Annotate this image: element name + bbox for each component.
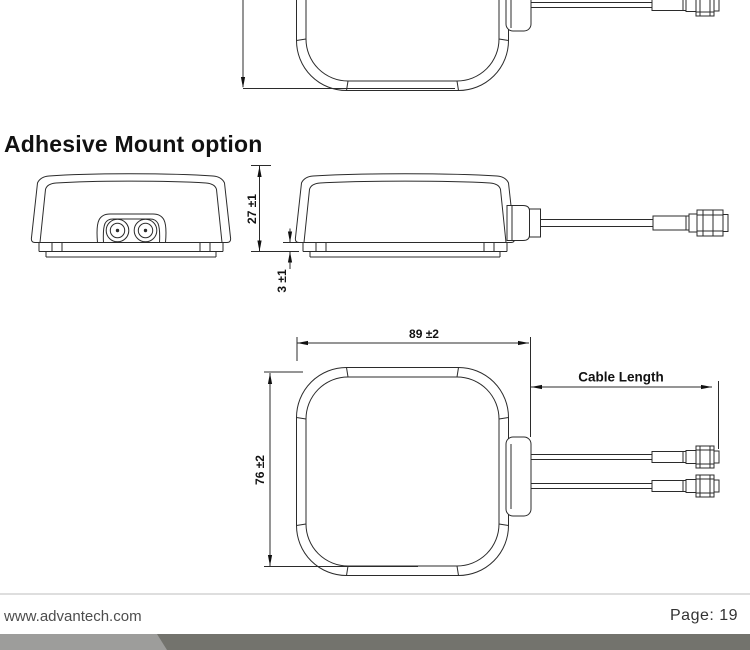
dim-label-width: 89 ±2 xyxy=(409,327,439,341)
antenna-side-view-connectors-drawing xyxy=(31,174,230,257)
dim-label-adhesive-thickness: 3 ±1 xyxy=(275,269,289,293)
footer-page-number: Page: 19 xyxy=(670,607,739,624)
footer-divider xyxy=(0,593,750,595)
dim-label-depth: 76 ±2 xyxy=(253,455,267,485)
antenna-side-view-cable-drawing xyxy=(251,166,728,270)
section-heading: Adhesive Mount option xyxy=(4,131,263,157)
footer-website-link[interactable]: www.advantech.com xyxy=(4,608,142,625)
dim-label-height: 27 ±1 xyxy=(245,194,259,224)
footer-bar-diagonal xyxy=(157,634,167,650)
antenna-partial-front-view-drawing xyxy=(241,0,719,91)
footer-bar xyxy=(0,634,750,650)
footer-bar-light-segment xyxy=(0,634,157,650)
dim-label-cable-length: Cable Length xyxy=(578,369,664,385)
